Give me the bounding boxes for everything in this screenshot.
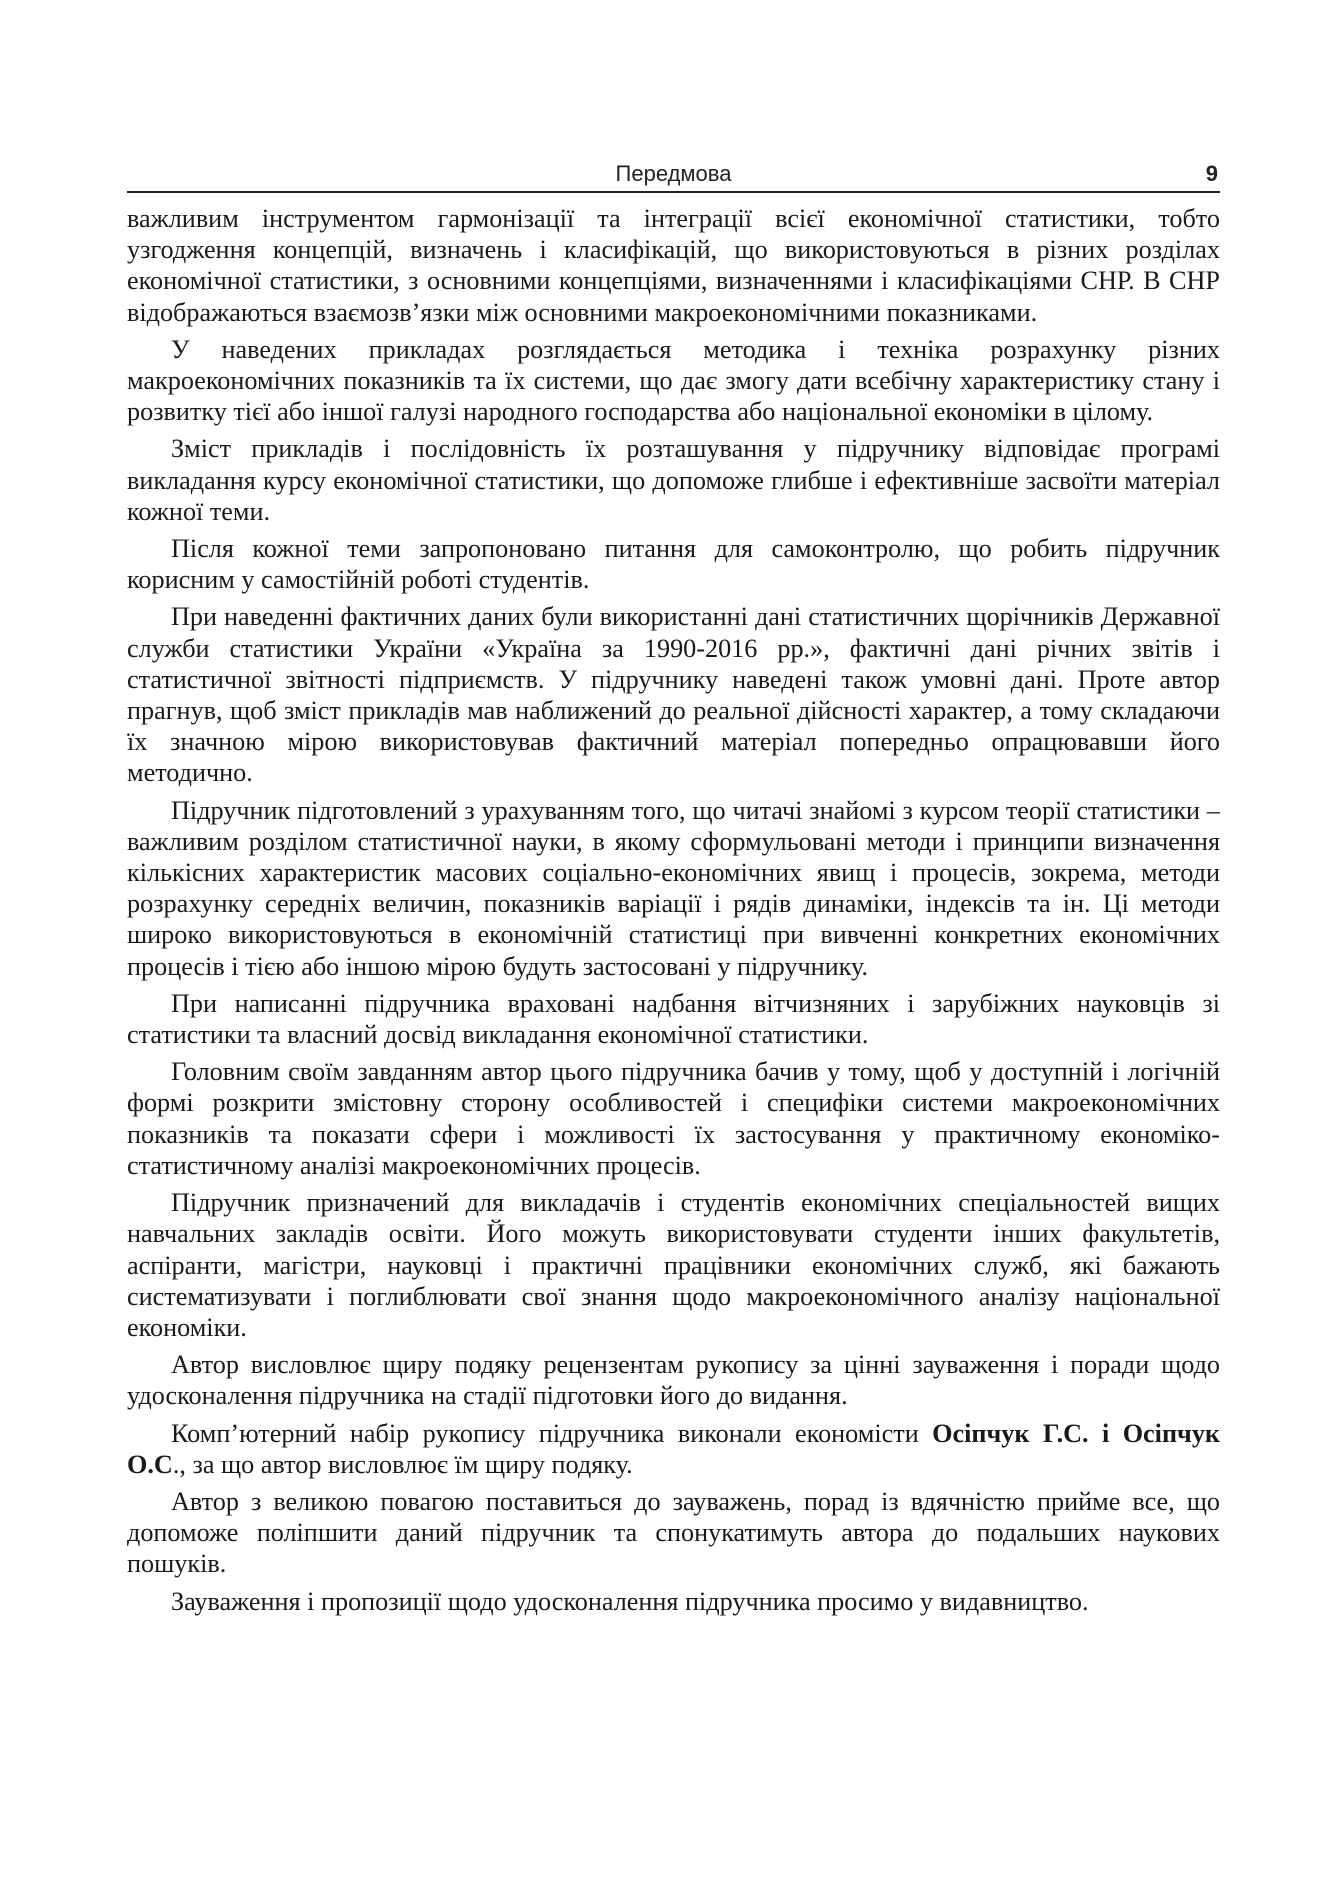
paragraph-acknowledgement — [127, 1418, 1220, 1480]
paragraph-continuation: важливим інструментом гармонізації та інтеграції всієї економічної статистики, тобто узгодження концепцій, визначень і класифікацій, що використовуються в різних розділах економічної статистики, з основними концепціями, визначеннями і класифікаціями СНР. В СНР відображаються взаємозв’язки між основними макроекономічними показниками. — [127, 204, 1220, 327]
paragraph: Підручник призначений для викладачів і студентів економічних спеціальностей вищих навчальних закладів освіти. Його можуть використовувати студенти інших факультетів, аспіранти, магістри, науковці і практичні працівники економічних служб, які бажають систематизувати і поглиблювати свої знання щодо макроекономічного аналізу національної економіки. — [127, 1188, 1220, 1342]
paragraph: У наведених прикладах розглядається методика і техніка розрахунку різних макроекономічних показників та їх системи, що дає змогу дати всебічну характеристику стану і розвитку тієї або іншої галузі народного господарства або національної економіки в цілому. — [127, 334, 1220, 427]
paragraph: Автор висловлює щиру подяку рецензентам рукопису за цінні зауваження і поради щодо удосконалення підручника на стадії підготовки його до видання. — [127, 1350, 1220, 1411]
paragraph: Після кожної теми запропоновано питання для самоконтролю, що робить підручник корисним у самостійній роботі студентів. — [127, 534, 1220, 595]
acknowledgement-lead: Комп’ютерний набір рукопису підручника виконали економісти — [171, 1418, 933, 1448]
paragraph: Підручник підготовлений з урахуванням того, що читачі знайомі з курсом теорії статистики – важливим розділом статистичної науки, в якому сформульовані методи і принципи визначення кількісних характеристик масових соціально-економічних явищ і процесів, зокрема, методи розрахунку середніх величин, показників варіації і рядів динаміки, індексів та ін. Ці методи широко використовуються в економічній статистиці при вивченні конкретних економічних процесів і тією або іншою мірою будуть застосовані у підручнику. — [127, 795, 1220, 981]
page-number: 9 — [1205, 161, 1218, 186]
paragraph: Зміст прикладів і послідовність їх розташування у підручнику відповідає програмі викладання курсу економічної статистики, що допоможе глибше і ефективніше засвоїти матеріал кожної теми. — [127, 434, 1220, 526]
section-title: Передмова — [615, 161, 732, 186]
typist-names: Осіпчук Г.С. і Осіпчук О.С — [127, 1418, 1220, 1479]
paragraph: Автор з великою повагою поставиться до зауважень, порад із вдячністю прийме все, що допоможе поліпшити даний підручник та спонукатимуть автора до подальших наукових пошуків. — [127, 1486, 1220, 1579]
running-header — [127, 155, 1220, 193]
acknowledgement-tail: ., за що автор висловлює їм щиру подяку. — [172, 1449, 633, 1479]
body-text — [127, 203, 1220, 1617]
paragraph: При написанні підручника враховані надбання вітчизняних і зарубіжних науковців зі статистики та власний досвід викладання економічної статистики. — [127, 988, 1220, 1050]
paragraph: Зауваження і пропозиції щодо удосконалення підручника просимо у видавництво. — [171, 1586, 1089, 1616]
paragraph: При наведенні фактичних даних були використанні дані статистичних щорічників Державної служби статистики України «Україна за 1990-2016 рр.», фактичні дані річних звітів і статистичної звітності підприємств. У підручнику наведені також умовні дані. Проте автор прагнув, щоб зміст прикладів мав наближений до реальної дійсності характер, а тому складаючи їх значною мірою використовував фактичний матеріал попередньо опрацювавши його методично. — [127, 602, 1220, 788]
document-page — [127, 155, 1220, 1623]
paragraph: Головним своїм завданням автор цього підручника бачив у тому, щоб у доступній і логічній формі розкрити змістовну сторону особливостей і специфіки системи макроекономічних показників та показати сфери і можливості їх застосування у практичному економіко-статистичному аналізі макроекономічних процесів. — [127, 1057, 1220, 1180]
